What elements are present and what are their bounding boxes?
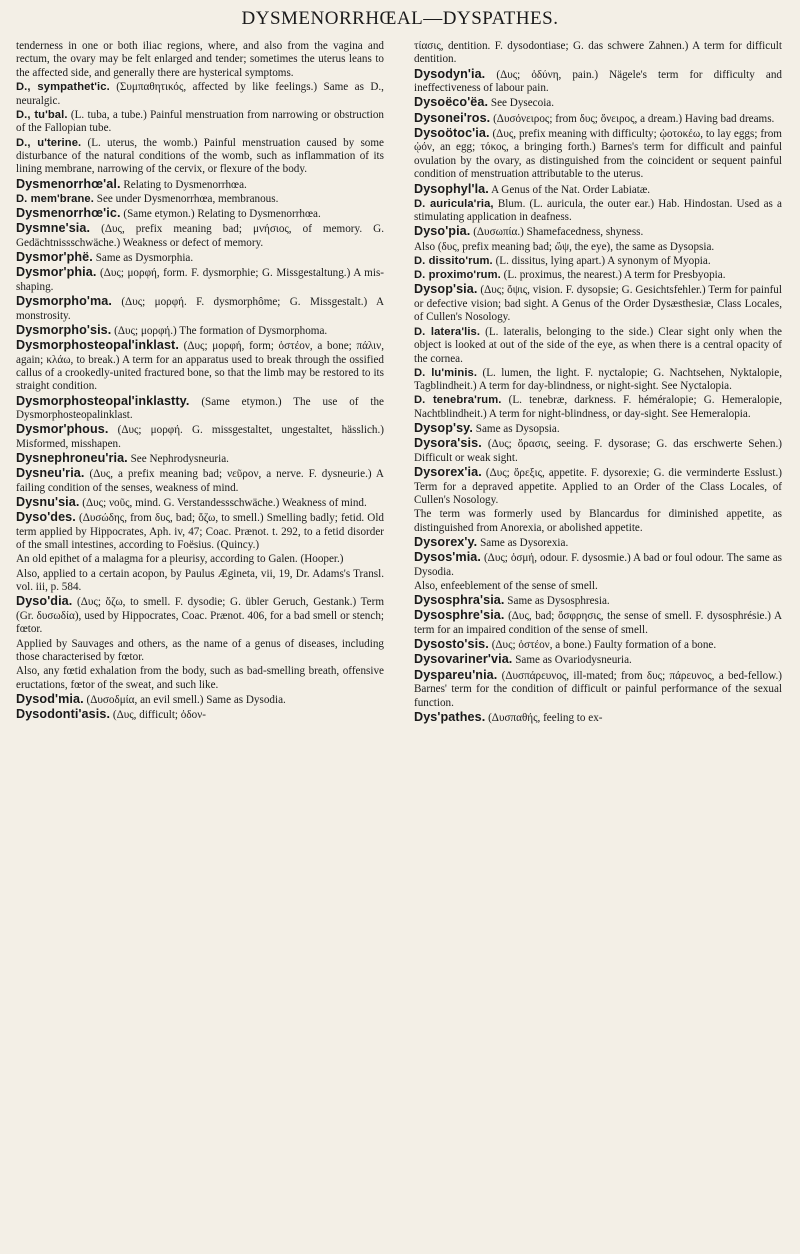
entry xyxy=(16,553,384,566)
entry xyxy=(16,295,384,323)
entry xyxy=(414,326,782,366)
headword: D. auricula'ria, xyxy=(414,197,494,210)
headword: Dysnu'sia. xyxy=(16,495,80,510)
entry xyxy=(414,638,782,652)
definition: An old epithet of a malagma for a pleurisy, according to Galen. (Hooper.) xyxy=(16,553,344,566)
headword: Dyso'des. xyxy=(16,510,76,525)
headword: Dysoëco'ëa. xyxy=(414,95,489,110)
headword: Dysodonti'asis. xyxy=(16,707,111,722)
definition: (L. proximus, the nearest.) A term for Presbyopia. xyxy=(503,269,726,282)
headword: Dysorex'y. xyxy=(414,535,478,549)
definition: Also, enfeeblement of the sense of smell. xyxy=(414,579,598,592)
headword: Dysovariner'via. xyxy=(414,652,513,667)
headword: Dysosphra'sia. xyxy=(414,593,505,608)
entry xyxy=(414,422,782,436)
definition: Same as Dysmorphia. xyxy=(95,252,194,265)
entry xyxy=(16,568,384,595)
definition: Same as Dysosphresia. xyxy=(507,595,610,608)
headword: Dysora'sis. xyxy=(414,436,482,451)
definition: (Δυσωπία.) Shamefacedness, shyness. xyxy=(473,226,644,239)
headword: D., sympathet'ic. xyxy=(16,81,110,94)
entry xyxy=(414,609,782,637)
entry xyxy=(414,466,782,507)
definition: (Δυς; νοῦς, mind. G. Verstandessschwäche.) Weakness of mind. xyxy=(82,497,367,510)
headword: Dysodyn'ia. xyxy=(414,66,486,81)
entry xyxy=(16,137,384,177)
entry xyxy=(414,269,782,282)
entry xyxy=(16,467,384,495)
entry xyxy=(16,496,384,510)
entry xyxy=(16,81,384,108)
definition: The term was formerly used by Blancardus for diminished appetite, as distinguished from Anorexia, or abolished appetite. xyxy=(414,508,782,534)
definition: See under Dysmenorrhœa, membranous. xyxy=(96,192,279,205)
entry xyxy=(16,339,384,394)
definition: (L. dissitus, lying apart.) A synonym of Myopia. xyxy=(495,254,711,267)
entry xyxy=(414,394,782,421)
headword: D., u'terine. xyxy=(16,136,82,149)
entry xyxy=(414,40,782,67)
entry xyxy=(16,638,384,665)
headword: Dyso'dia. xyxy=(16,594,73,609)
definition: (Δυς; ὀδύνη, pain.) Nägele's term for difficulty and ineffectiveness of labour pain. xyxy=(414,68,782,95)
entry xyxy=(414,127,782,182)
headword: Dysneu'ria. xyxy=(16,466,85,481)
running-head: DYSMENORRHŒAL—DYSPATHES. xyxy=(241,8,559,29)
definition: Also, applied to a certain acopon, by Paulus Ægineta, vii, 19, Dr. Adams's Transl. vol. iii, p. 584. xyxy=(16,567,384,594)
definition: (Δυσοδμία, an evil smell.) Same as Dysodia. xyxy=(86,693,286,706)
definition: tenderness in one or both iliac regions, where, and also from the vagina and rectum, the ovary may be felt enlarged and tender; sometimes the uterus leans to the affected side, and generally there are hysterical symptoms. xyxy=(16,40,384,79)
entry xyxy=(414,536,782,550)
definition: Applied by Sauvages and others, as the name of a genus of diseases, including those characterised by fœtor. xyxy=(16,637,384,664)
headword: D. tenebra'rum. xyxy=(414,394,502,407)
entry xyxy=(414,580,782,593)
definition: τίασις, dentition. F. dysodontiase; G. das schwere Zahnen.) A term for difficult dentition. xyxy=(414,40,782,66)
headword: Dysmenorrhœ'al. xyxy=(16,176,121,191)
entry xyxy=(16,595,384,636)
entry xyxy=(16,665,384,692)
entry xyxy=(414,96,782,110)
entry xyxy=(414,669,782,710)
headword: Dysop'sy. xyxy=(414,421,473,436)
headword: Dysmorpho'sis. xyxy=(16,322,112,337)
entry xyxy=(16,207,384,221)
definition: (Δυς; μορφή, form. F. dysmorphie; G. Missgestaltung.) A mis-shaping. xyxy=(16,267,384,293)
entry xyxy=(16,452,384,466)
headword: Dysmor'phia. xyxy=(16,265,97,280)
headword: Dysmor'phous. xyxy=(16,422,109,437)
headword: Dysonei'ros. xyxy=(414,110,491,125)
definition: (Δυς; μορφή. G. missgestaltet, ungestaltet, hässlich.) Misformed, misshapen. xyxy=(16,424,384,450)
definition: (Δυσπαθής, feeling to ex- xyxy=(488,711,603,724)
entry xyxy=(414,711,782,725)
entry xyxy=(414,437,782,465)
left-column xyxy=(16,40,384,723)
definition: (Δυς, bad; ὄσφρησις, the sense of smell. F. dysosphrésie.) A term for an impaired condition of the sense of smell. xyxy=(414,610,782,636)
definition: (Δυς; μορφή. F. dysmorphôme; G. Missgestalt.) A monstrosity. xyxy=(16,296,384,322)
headword: D. latera'lis. xyxy=(414,325,481,338)
definition: Also, any fœtid exhalation from the body, such as bad-smelling breath, offensive eructations, fœtor of the sweat, and such like. xyxy=(16,665,384,691)
definition: (Δυς; μορφή, form; ὀστέον, a bone; πάλιν, again; κλάω, to break.) A term for an apparatus used to break through the ossified callus of a crookedly-united fractured bone, so that the limb may be restored to its straight condition. xyxy=(16,340,384,393)
definition: Also (δυς, prefix meaning bad; ὤψ, the eye), the same as Dysopsia. xyxy=(414,240,715,253)
definition: (Δυς; μορφή.) The formation of Dysmorphoma. xyxy=(114,324,328,337)
entry xyxy=(16,693,384,707)
definition: (Δυσώδης, from δυς, bad; ὄζω, to smell.) Smelling badly; fetid. Old term applied by Hippocrates, Aph. iv, 47; Coac. Prænot. t. 292, to a fetid disorder of the small intestines, according to Foësius. (Quincy.) xyxy=(16,512,384,552)
headword: Dysnephroneu'ria. xyxy=(16,451,128,466)
definition: (L. lateralis, belonging to the side.) Clear sight only when the object is looked at out of the side of the eye, as when there is a central opacity of the cornea. xyxy=(414,325,782,365)
definition: See Dysecoia. xyxy=(490,97,555,110)
headword: Dyso'pia. xyxy=(414,224,471,239)
headword: D. lu'minis. xyxy=(414,366,478,379)
definition: (Δυς; ὀστέον, a bone.) Faulty formation of a bone. xyxy=(491,639,717,652)
definition: (Same etymon.) Relating to Dysmenorrhœa. xyxy=(123,208,321,221)
headword: Dysosto'sis. xyxy=(414,637,489,652)
definition: (Δυς; ὄρεξις, appetite. F. dysorexie; G. die verminderte Esslust.) Term for a depraved appetite. Applied to an Order of the Class Locales, of Cullen's Nosology. xyxy=(414,467,782,507)
entry xyxy=(414,367,782,394)
definition: (Συμπαθητικός, affected by like feelings.) Same as D., neuralgic. xyxy=(16,81,384,107)
definition: See Nephrodysneuria. xyxy=(130,453,229,466)
definition: Same as Dysopsia. xyxy=(475,423,560,436)
entry xyxy=(414,198,782,225)
entry xyxy=(16,251,384,265)
entry xyxy=(414,283,782,324)
definition: (Δυς, prefix meaning with difficulty; ᾠοτοκέω, to lay eggs; from ᾠόν, an egg; τόκος, a bringing forth.) Barnes's term for difficult and painful ovulation by the ovary, as distinguished from the coincident or sequent painful condition of menstruation attributable to the uterus. xyxy=(414,127,782,181)
headword: Dysoötoc'ia. xyxy=(414,125,490,140)
definition: Blum. (L. auricula, the outer ear.) Hab. Hindostan. Used as a stimulating application in deafness. xyxy=(414,197,782,224)
definition: (L. uterus, the womb.) Painful menstruation caused by some disturbance of the natural conditions of the womb, such as inflammation of its lining membrane, narrowing of the cervix, or flexure of the body. xyxy=(16,136,384,176)
headword: D., tu'bal. xyxy=(16,108,68,121)
headword: Dysorex'ia. xyxy=(414,465,482,480)
headword: Dysmorpho'ma. xyxy=(16,294,112,309)
headword: Dysop'sia. xyxy=(414,282,478,297)
entry xyxy=(414,653,782,667)
headword: D. proximo'rum. xyxy=(414,269,501,282)
definition: (L. tenebræ, darkness. F. héméralopie; G. Hemeralopie, Nachtblindheit.) A term for night-blindness, or day-sight. See Hemeralopia. xyxy=(414,394,782,420)
headword: D. mem'brane. xyxy=(16,192,94,205)
entry xyxy=(16,423,384,451)
headword: Dyspareu'nia. xyxy=(414,667,498,682)
definition: (Δυς, prefix meaning bad; μνήσιος, of memory. G. Gedächtnissschwäche.) Weakness or defect of memory. xyxy=(16,223,384,249)
headword: Dysmne'sia. xyxy=(16,221,91,236)
headword: Dysmenorrhœ'ic. xyxy=(16,206,121,221)
entry xyxy=(16,511,384,552)
entry xyxy=(16,178,384,192)
definition: (Same etymon.) The use of the Dysmorphosteopalinklast. xyxy=(16,395,384,422)
definition: Same as Ovariodysneuria. xyxy=(515,654,632,667)
definition: Same as Dysorexia. xyxy=(480,537,569,549)
headword: D. dissito'rum. xyxy=(414,254,493,267)
definition: (Δυς, difficult; ὀδον- xyxy=(112,709,206,722)
headword: Dys'pathes. xyxy=(414,709,486,724)
definition: (Δυσόνειρος; from δυς; ὄνειρος, a dream.) Having bad dreams. xyxy=(493,112,775,125)
definition: (L. tuba, a tube.) Painful menstruation from narrowing or obstruction of the Fallopian tube. xyxy=(16,108,384,135)
entry xyxy=(414,508,782,535)
headword: Dysmorphosteopal'inklastty. xyxy=(16,393,190,408)
headword: Dysmor'phë. xyxy=(16,250,93,265)
entry xyxy=(16,222,384,250)
definition: A Genus of the Nat. Order Labiatæ. xyxy=(491,183,651,196)
entry xyxy=(414,68,782,96)
entry xyxy=(16,193,384,206)
headword: Dysosphre'sia. xyxy=(414,608,505,623)
entry xyxy=(414,241,782,254)
entry xyxy=(16,266,384,294)
definition: Relating to Dysmenorrhœa. xyxy=(123,178,247,191)
entry xyxy=(16,109,384,136)
definition: (Δυσπάρευνος, ill-mated; from δυς; πάρευνος, a bed-fellow.) Barnes' term for the condition of difficult or painful performance of the sexual function. xyxy=(414,669,782,709)
entry xyxy=(16,395,384,423)
definition: (Δυς; ὄψις, vision. F. dysopsie; G. Gesichtsfehler.) Term for painful or defective vision; bad sight. A Genus of the Order Dysæsthesiæ, Class Locales, of Cullen's Nosology. xyxy=(414,284,782,324)
headword: Dysmorphosteopal'inklast. xyxy=(16,338,179,353)
entry xyxy=(16,708,384,722)
entry xyxy=(414,183,782,197)
headword: Dysod'mia. xyxy=(16,691,84,706)
entry xyxy=(414,551,782,579)
definition: (Δυς; ὄζω, to smell. F. dysodie; G. übler Geruch, Gestank.) Term (Gr. δυσωδία), used by Hippocrates, Coac. Prænot. 406, for a bad smell or stench; fœtor. xyxy=(16,596,384,636)
right-column xyxy=(414,40,782,726)
definition: (Δυς, a prefix meaning bad; νεῦρον, a nerve. F. dysneurie.) A failing condition of the senses, weakness of mind. xyxy=(16,468,384,494)
entry xyxy=(414,255,782,268)
entry xyxy=(16,40,384,80)
entry xyxy=(16,324,384,338)
headword: Dysophyl'la. xyxy=(414,181,489,196)
definition: (Δυς; ὅρασις, seeing. F. dysorase; G. das erschwerte Sehen.) Difficult or weak sight. xyxy=(414,438,782,464)
entry xyxy=(414,112,782,126)
definition: (Δυς; ὀσμή, odour. F. dysosmie.) A bad or foul odour. The same as Dysodia. xyxy=(414,552,782,578)
entry xyxy=(414,594,782,608)
entry xyxy=(414,225,782,239)
headword: Dysos'mia. xyxy=(414,550,481,565)
definition: (L. lumen, the light. F. nyctalopie; G. Nachtsehen, Nyktalopie, Tagblindheit.) A term for day-blindness, or night-sight. See Nyctalopia. xyxy=(414,366,782,393)
